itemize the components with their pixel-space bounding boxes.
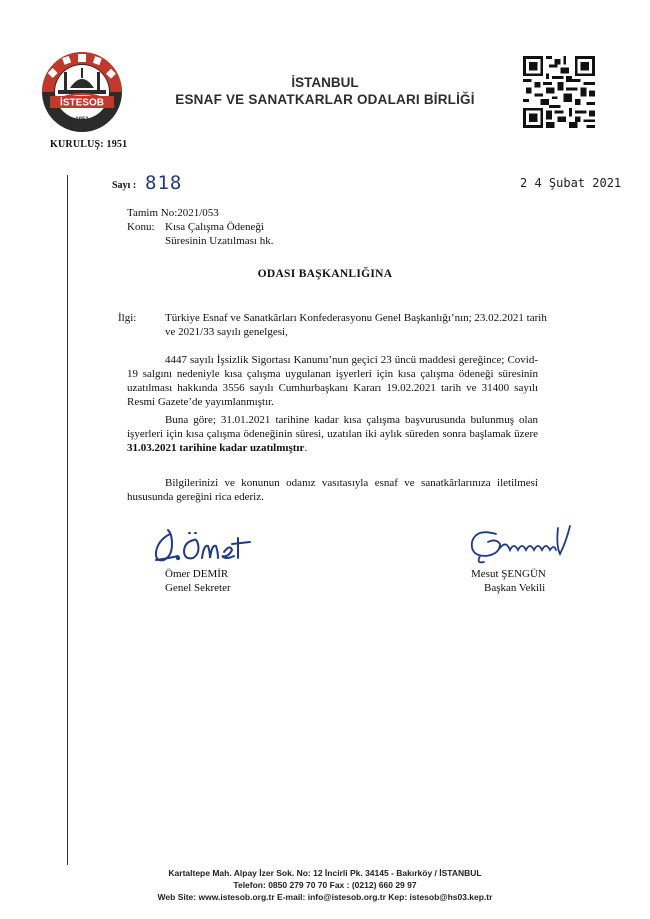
related-label: İlgi: xyxy=(118,312,137,324)
signatory-1-title: Genel Sekreter xyxy=(165,582,231,594)
logo-text: İSTESOB xyxy=(60,97,104,109)
subject-line2: Süresinin Uzatılması hk. xyxy=(165,235,274,247)
document-date: 2 4 Şubat 2021 xyxy=(520,176,622,190)
signatory-2-title: Başkan Vekili xyxy=(484,582,546,594)
signature-omer-demir xyxy=(150,522,255,567)
founded-label: KURULUŞ: 1951 xyxy=(50,139,128,150)
reference-number: 818 xyxy=(145,172,183,194)
signatory-2-name: Mesut ŞENGÜN xyxy=(471,568,546,580)
related-line2: ve 2021/33 sayılı genelgesi, xyxy=(165,326,288,338)
subject-line1: Kısa Çalışma Ödeneği xyxy=(165,221,264,233)
org-name-line1: İSTANBUL xyxy=(291,75,359,90)
subject-label: Konu: xyxy=(127,221,155,233)
body-paragraph-3: Bilgilerinizi ve konunun odanız vasıtasıyla esnaf ve sanatkârlarınıza iletilmesi hususunda gereğini rica ederiz. xyxy=(127,477,538,503)
footer-phone: Telefon: 0850 279 70 70 Fax : (0212) 660 29 97 xyxy=(233,880,417,890)
highlighted-date: 31.03.2021 tarihine kadar uzatılmıştır xyxy=(127,442,305,454)
related-line1: Türkiye Esnaf ve Sanatkârları Konfederasyonu Genel Başkanlığı’nın; 23.02.2021 tarih xyxy=(165,312,547,324)
circular-number: Tamim No:2021/053 xyxy=(127,207,219,219)
signature-mesut-sengun xyxy=(466,520,576,568)
body-paragraph-1: 4447 sayılı İşsizlik Sigortası Kanunu’nun geçici 23 üncü maddesi gereğince; Covid-19 salgını nedeniyle kısa çalışma uygulanan işyerleri için kısa çalışma ödeneği süresinin uzatılması hakkında 3556 sayılı Cumhurbaşkanı Kararı 19.02.2021 tarih ve 31400 sayılı Resmi Gazete’de yayımlanmıştır. xyxy=(127,354,538,408)
reference-label: Sayı : xyxy=(112,180,137,191)
addressee-heading: ODASI BAŞKANLIĞINA xyxy=(257,268,393,280)
footer-web: Web Site: www.istesob.org.tr E-mail: info@istesob.org.tr Kep: istesob@hs03.kep.tr xyxy=(157,892,493,902)
body-paragraph-2: Buna göre; 31.01.2021 tarihine kadar kısa çalışma başvurusunda bulunmuş olan işyerleri için kısa çalışma ödeneğinin süresi, uzatılan iki aylık süreden sonra başlamak üzere 31.03.2021 tarihine kadar uzatılmıştır. xyxy=(127,414,538,454)
logo-year: 1951 xyxy=(75,117,89,123)
org-name-line2: ESNAF VE SANATKARLAR ODALARI BİRLİĞİ xyxy=(175,92,475,107)
signatory-1-name: Ömer DEMİR xyxy=(165,568,229,580)
footer-address: Kartaltepe Mah. Alpay İzer Sok. No: 12 İncirli Pk. 34145 - Bakırköy / İSTANBUL xyxy=(168,868,482,878)
qr-code xyxy=(523,56,595,128)
